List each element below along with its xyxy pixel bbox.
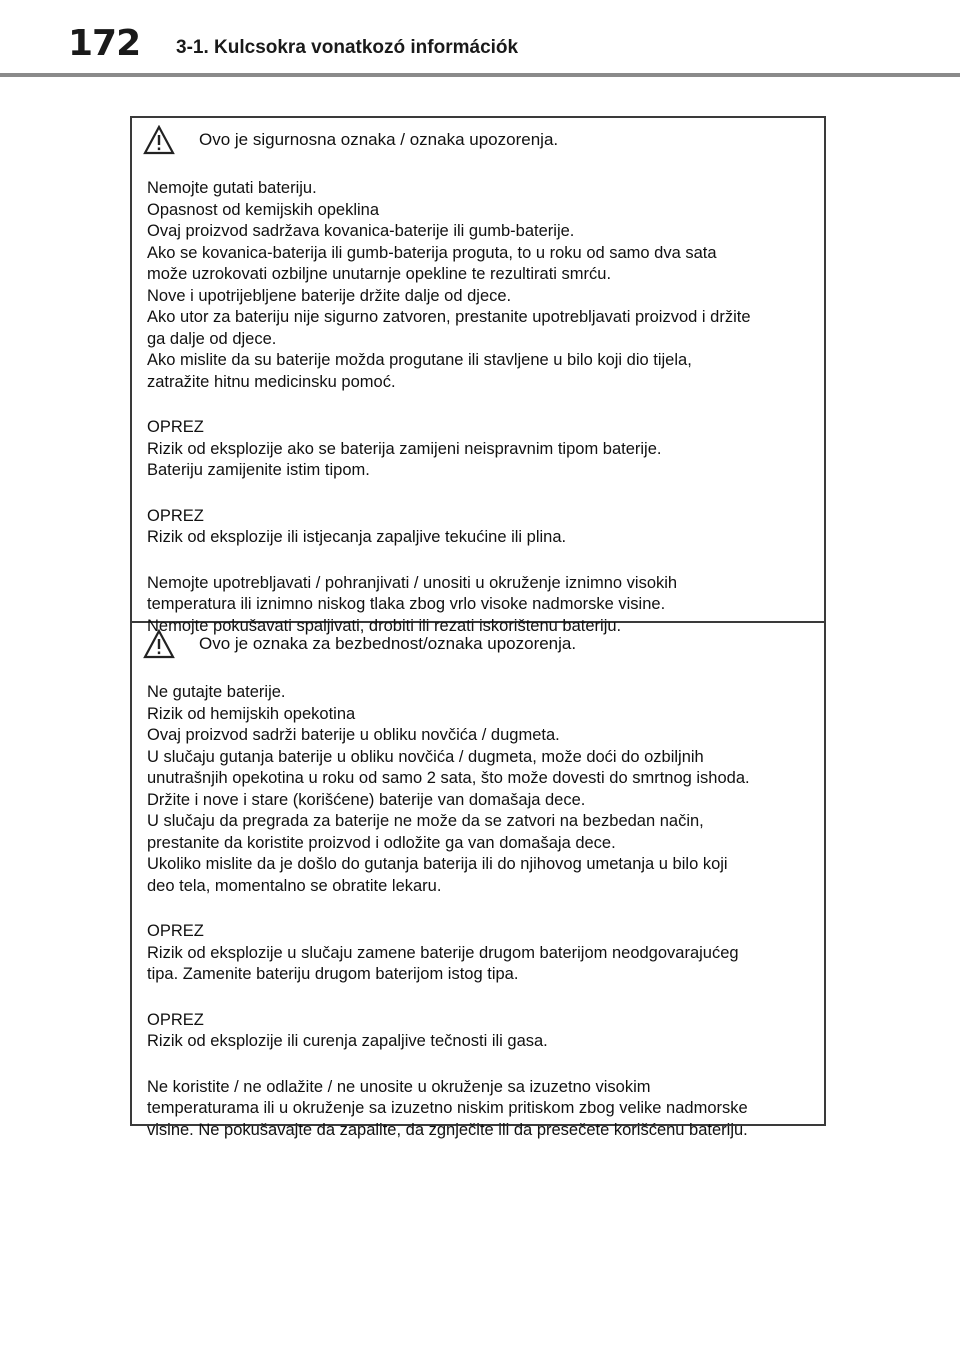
page-header (0, 0, 960, 80)
text-line: temperaturama ili u okruženje sa izuzetno niskim pritiskom zbog velike nadmorske (147, 1099, 748, 1117)
text-line: Nove i upotrijebljene baterije držite dalje od djece. (147, 286, 512, 305)
warning-section-serbian (147, 626, 819, 1165)
text-line: unutrašnjih opekotina u roku od samo 2 sata, što može dovesti do smrtnog ishoda. (147, 769, 750, 787)
safety-notice-row (147, 122, 819, 158)
warning-section-croatian (147, 122, 819, 661)
header-rule (0, 73, 960, 77)
text-line: Rizik od hemijskih opekotina (147, 704, 356, 723)
text-line: Ako se kovanica-baterija ili gumb-baterija proguta, to u roku od samo dva sata (147, 243, 717, 262)
text-line: tipa. Zamenite bateriju drugom baterijom istog tipa. (147, 965, 519, 983)
text-line: može uzrokovati ozbiljne unutarnje opekline te rezultirati smrću. (147, 265, 612, 283)
caution-block-leakage (147, 506, 819, 549)
ingestion-warning-block (147, 682, 819, 897)
text-line: ga dalje od djece. (147, 329, 277, 348)
safety-notice-text: Ovo je oznaka za bezbednost/oznaka upozorenja. (199, 634, 577, 653)
text-line: Rizik od eksplozije ili curenja zapaljive tečnosti ili gasa. (147, 1032, 548, 1050)
caution-heading: OPREZ (147, 1010, 204, 1029)
text-line: Ne gutajte baterije. (147, 683, 286, 701)
warning-triangle-icon (143, 125, 175, 155)
text-line: Rizik od eksplozije ako se baterija zamijeni neispravnim tipom baterije. (147, 439, 662, 458)
environment-warning-block (147, 1077, 819, 1142)
text-line: Nemojte pokušavati spaljivati, drobiti ili rezati iskorištenu bateriju. (147, 616, 622, 635)
text-line: Ako mislite da su baterije možda progutane ili stavljene u bilo koji dio tijela, (147, 351, 692, 369)
caution-heading: OPREZ (147, 922, 204, 940)
text-line: Držite i nove i stare (korišćene) baterije van domašaja dece. (147, 790, 586, 809)
text-line: zatražite hitnu medicinsku pomoć. (147, 372, 396, 391)
ingestion-warning-block (147, 178, 819, 393)
safety-notice-row (147, 626, 819, 662)
text-line: Ne koristite / ne odlažite / ne unosite u okruženje sa izuzetno visokim (147, 1077, 651, 1096)
page-number: 172 (68, 23, 141, 64)
text-line: Rizik od eksplozije ili istjecanja zapaljive tekućine ili plina. (147, 528, 567, 546)
safety-notice-text: Ovo je sigurnosna oznaka / oznaka upozorenja. (199, 130, 559, 149)
text-line: U slučaju gutanja baterije u obliku novčića / dugmeta, može doći do ozbiljnih (147, 747, 704, 766)
text-line: Ovaj proizvod sadržava kovanica-baterije ili gumb-baterije. (147, 222, 575, 240)
chapter-title: 3-1. Kulcsokra vonatkozó információk (176, 37, 519, 58)
text-line: Nemojte gutati bateriju. (147, 179, 317, 197)
text-line: U slučaju da pregrada za baterije ne može da se zatvori na bezbedan način, (147, 812, 704, 830)
caution-block-wrong-type (147, 417, 819, 482)
caution-block-leakage (147, 1010, 819, 1053)
text-line: Rizik od eksplozije u slučaju zamene baterije drugom baterijom neodgovarajućeg (147, 943, 739, 962)
caution-block-wrong-type (147, 921, 819, 986)
caution-heading: OPREZ (147, 418, 204, 436)
text-line: Ako utor za bateriju nije sigurno zatvoren, prestanite upotrebljavati proizvod i držite (147, 308, 751, 326)
text-line: Ukoliko mislite da je došlo do gutanja baterija ili do njihovog umetanja u bilo koji (147, 855, 728, 873)
caution-heading: OPREZ (147, 506, 204, 525)
text-line: Nemojte upotrebljavati / pohranjivati / unositi u okruženje iznimno visokih (147, 573, 678, 592)
text-line: Ovaj proizvod sadrži baterije u obliku novčića / dugmeta. (147, 726, 560, 744)
text-line: deo tela, momentalno se obratite lekaru. (147, 876, 442, 895)
text-line: visine. Ne pokušavajte da zapalite, da zgnječite ili da presečete korišćenu bateriju. (147, 1120, 748, 1139)
text-line: prestanite da koristite proizvod i odložite ga van domašaja dece. (147, 833, 616, 852)
warning-triangle-icon (143, 629, 175, 659)
text-line: Opasnost od kemijskih opeklina (147, 200, 380, 219)
text-line: Bateriju zamijenite istim tipom. (147, 461, 370, 479)
text-line: temperatura ili iznimno niskog tlaka zbog vrlo visoke nadmorske visine. (147, 595, 666, 613)
